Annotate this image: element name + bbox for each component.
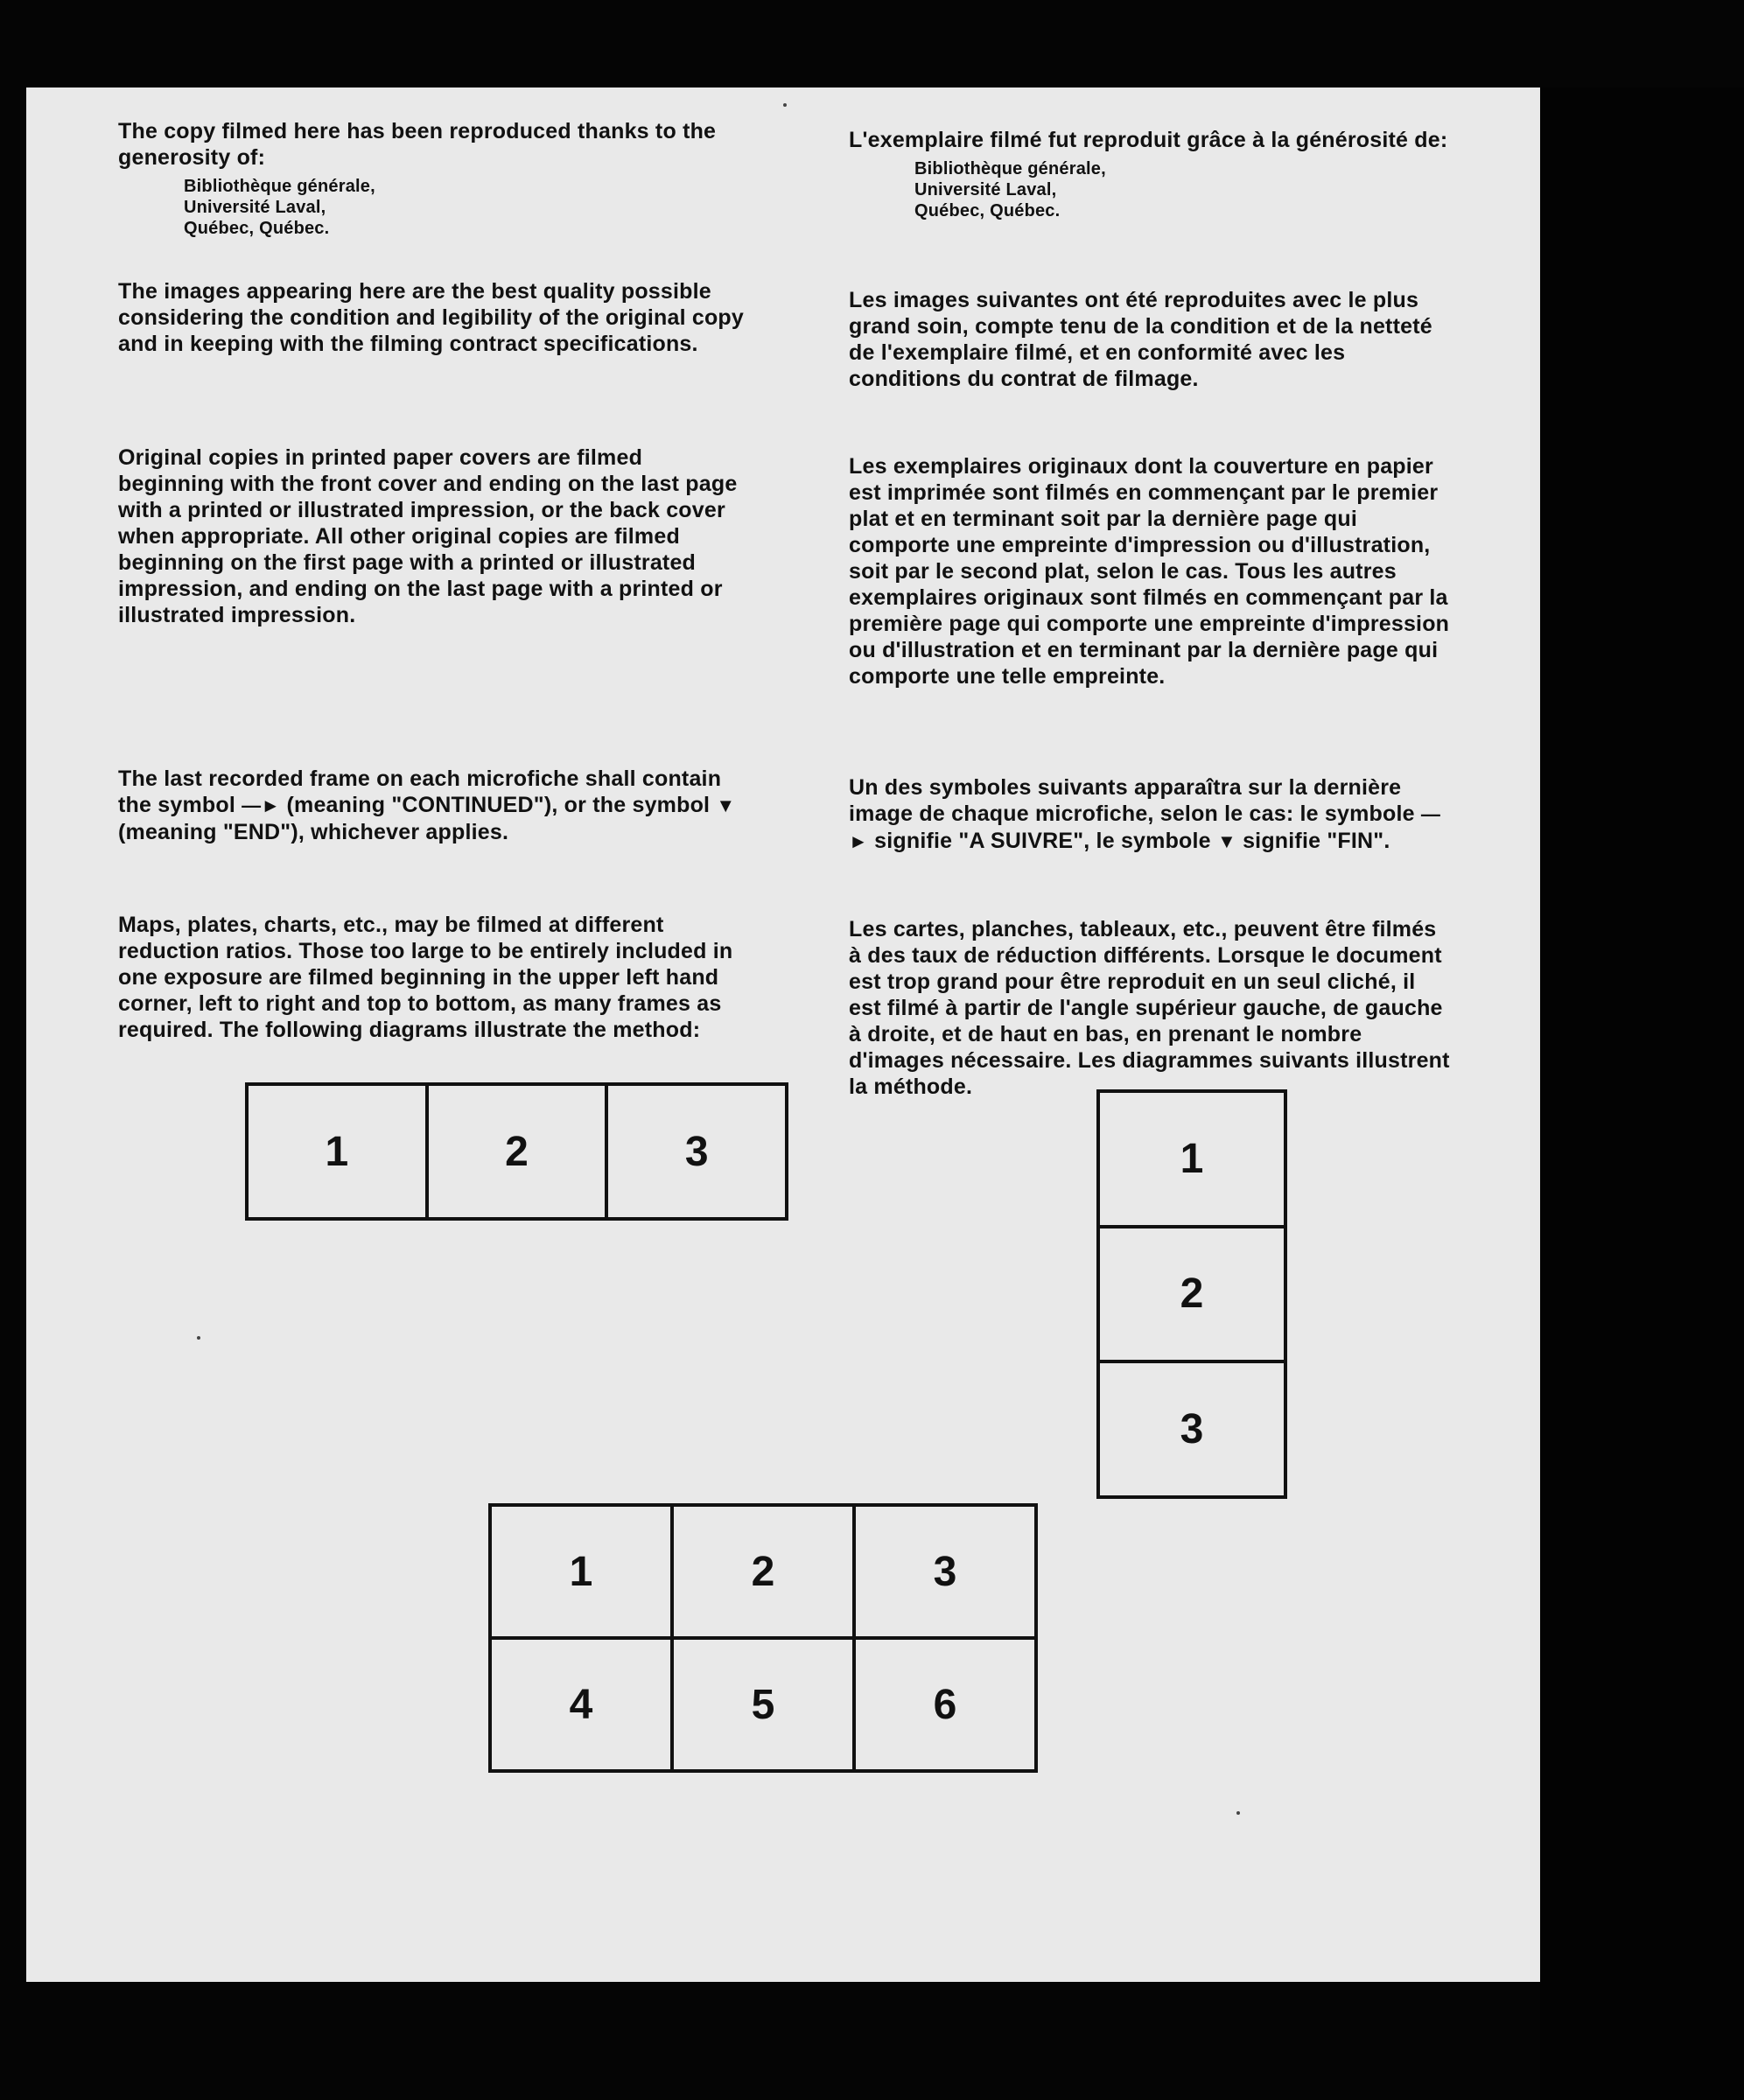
right-originals-paragraph: Les exemplaires originaux dont la couverture en papier est imprimée sont filmés en commençant par le premier plat et en terminant soit par la dernière page qui comporte une empreinte d'impression ou d'illustration, soit par le second plat, selon le cas. Tous les autres exemplaires originaux sont filmés en commençant par la première page qui comporte une empreinte d'impression ou d'illustration et en terminant par la dernière page qui comporte une telle empreinte.: [849, 454, 1450, 689]
frame-cell: 3: [608, 1086, 785, 1217]
diagram-vertical-frames: [1096, 1089, 1287, 1499]
left-address-line: Bibliothèque générale,: [184, 177, 375, 196]
dust-speck: [1236, 1811, 1240, 1815]
left-acknowledgement: [118, 118, 748, 239]
frame-cell: 2: [1100, 1228, 1284, 1361]
frame-cell: 2: [674, 1507, 852, 1636]
film-border: [1540, 88, 1744, 2100]
diagram-grid-frames: [488, 1503, 1038, 1773]
left-address-line: Université Laval,: [184, 198, 326, 217]
left-thanks-text: The copy filmed here has been reproduced thanks to the generosity of:: [118, 119, 717, 170]
frame-cell: 1: [492, 1507, 670, 1636]
left-symbols-paragraph: [118, 766, 748, 845]
right-symbols-text: Un des symboles suivants apparaîtra sur la dernière image de chaque microfiche, selon le cas: le symbole: [849, 775, 1415, 826]
frame-cell: 1: [1100, 1093, 1284, 1225]
left-originals-paragraph: Original copies in printed paper covers are filmed beginning with the front cover and ending on the last page with a printed or illustrated impression, or the back cover when appropriate. All other original copies are filmed beginning on the first page with a printed or illustrated impression, and ending on the last page with a printed or illustrated impression.: [118, 445, 738, 627]
frame-cell: 1: [249, 1086, 425, 1217]
frame-cell: 3: [856, 1507, 1034, 1636]
right-address-line: Bibliothèque générale,: [914, 159, 1106, 178]
left-maps-paragraph: Maps, plates, charts, etc., may be filmed at different reduction ratios. Those too large to be entirely included in one exposure are filmed beginning in the upper left hand corner, left to right and top to bottom, as many frames as required. The following diagrams illustrate the method:: [118, 913, 733, 1042]
right-address: [914, 158, 1453, 221]
left-address: [184, 176, 748, 239]
frame-cell: 5: [674, 1640, 852, 1769]
left-symbols-text: The last recorded frame on each microfiche shall contain the symbol: [118, 766, 722, 817]
arrow-icon: —►: [849, 803, 1441, 852]
frame-cell: 6: [856, 1640, 1034, 1769]
left-address-line: Québec, Québec.: [184, 219, 330, 238]
end-triangle-icon: ▼: [716, 794, 736, 816]
frame-cell: 3: [1100, 1363, 1284, 1495]
right-address-line: Québec, Québec.: [914, 201, 1061, 220]
right-symbols-text: signifie "FIN".: [1243, 829, 1390, 853]
frame-cell: 2: [429, 1086, 606, 1217]
right-symbols-text: signifie "A SUIVRE", le symbole: [874, 829, 1211, 853]
diagram-horizontal-frames: [245, 1082, 788, 1221]
dust-speck: [783, 103, 787, 107]
right-maps-paragraph: Les cartes, planches, tableaux, etc., peuvent être filmés à des taux de réduction différents. Lorsque le document est trop grand pour être reproduit en un seul cliché, il est filmé à partir de l'angle supérieur gauche, de gauche à droite, et de haut en bas, en prenant le nombre d'images nécessaire. Les diagrammes suivants illustrent la méthode.: [849, 917, 1450, 1099]
left-quality-paragraph: The images appearing here are the best quality possible considering the condition and legibility of the original copy and in keeping with the filming contract specifications.: [118, 279, 745, 356]
left-symbols-text: (meaning "CONTINUED"), or the symbol: [286, 793, 711, 817]
arrow-icon: —►: [242, 794, 281, 816]
right-symbols-paragraph: [849, 774, 1453, 855]
frame-cell: 4: [492, 1640, 670, 1769]
right-thanks-text: L'exemplaire filmé fut reproduit grâce à la générosité de:: [849, 128, 1448, 152]
right-address-line: Université Laval,: [914, 180, 1057, 200]
right-quality-paragraph: Les images suivantes ont été reproduites avec le plus grand soin, compte tenu de la condition et de la netteté de l'exemplaire filmé, et en conformité avec les conditions du contrat de filmage.: [849, 288, 1432, 391]
right-acknowledgement: [849, 127, 1453, 221]
dust-speck: [197, 1336, 200, 1340]
end-triangle-icon: ▼: [1216, 830, 1236, 852]
left-symbols-text: (meaning "END"), whichever applies.: [118, 820, 509, 844]
